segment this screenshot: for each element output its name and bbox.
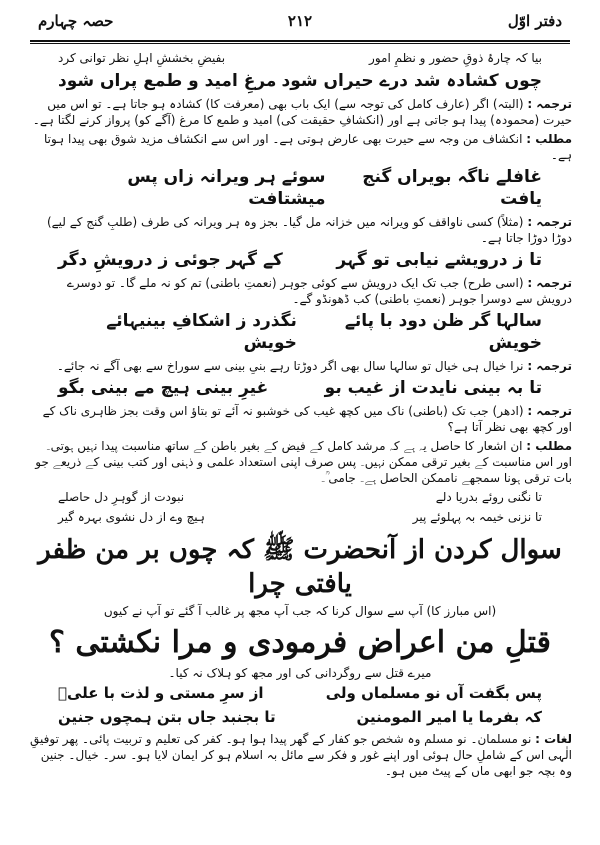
hemistich: سالہا گر ظن دود با پائے خویش xyxy=(344,311,542,353)
translation xyxy=(28,275,572,307)
hemistich: غافلے ناگہ بویراں گنج یافت xyxy=(362,167,542,209)
couplet-5 xyxy=(28,377,572,399)
para-text: نرا خیال ہی خیال تو سالہا سال بھی اگر دوڑتا رہے بنیِ بینی سے سوراخ سے بھی آگے نہ جائے۔ xyxy=(56,359,524,373)
para-text: (مثلاً) کسی ناواقف کو ویرانہ میں خزانہ مل گیا۔ بجز وہ ہر ویرانہ کی طرف (طلبِ گنج کے لیے) دوڑا دوڑا جاتا ہے۔ xyxy=(46,215,572,245)
para-label: ترجمہ : xyxy=(527,215,572,229)
header-rule-thin xyxy=(30,43,570,44)
hemistich: ہیچ وے از دل نشوی بہرہ گیر xyxy=(58,510,205,524)
hemistich: چوں کشادہ شد درے حیراں شود xyxy=(281,71,542,91)
translation xyxy=(28,358,572,374)
page-number: ۲۱۲ xyxy=(287,12,313,30)
para-text: (اسی طرح) جب تک ایک درویش سے کوئی جوہر (نعمتِ باطنی) تم کو نہ ملے گا۔ تو دوسرے درویش سے دوسرا جوہر (نعمتِ باطنی) کب ڈھونڈو گے۔ xyxy=(66,276,572,306)
section-heading: سوال کردن از آنحضرت ﷺ کہ چوں بر من ظفر یافتی چرا xyxy=(38,535,562,599)
hemistich: نبودت از گوہرِ دل حاصلے xyxy=(58,490,185,504)
section-heading-translation-continued: میرے قتل سے روگردانی کی اور مجھ کو ہلاک نہ کیا۔ xyxy=(168,666,432,680)
couplet-3 xyxy=(28,249,572,271)
hemistich: تا نگنی روئے بدریا دلے xyxy=(435,490,542,504)
translation xyxy=(28,96,572,128)
para-label: لغات : xyxy=(535,732,572,746)
para-label: مطلب : xyxy=(526,439,572,453)
hemistich: کہ بفرما یا امیر المومنین xyxy=(356,708,542,726)
explanation xyxy=(28,131,572,163)
para-label: ترجمہ : xyxy=(527,404,572,418)
page-content xyxy=(28,48,572,839)
para-label: ترجمہ : xyxy=(527,97,572,111)
para-label: ترجمہ : xyxy=(527,276,572,290)
couplet-4 xyxy=(28,310,572,354)
translation xyxy=(28,214,572,246)
para-text: نو مسلمان۔ نو مسلم وہ شخص جو کفار کے گھر پیدا ہوا ہو۔ کفر کی تعلیم و تربیت پائی۔ پھر توفیقِ الٰہی اس کے شاملِ حال ہوئی اور اپنے غور و فکر سے مائل بہ اسلام ہو کر ایمان لایا ہو۔ سر۔ خیال۔ جنین وہ بچہ جو ابھی ماں کے پیٹ میں ہو۔ xyxy=(30,732,572,778)
explanation xyxy=(28,438,572,486)
hemistich: کے گہر جوئی ز درویشِ دگر xyxy=(58,250,283,270)
glossary xyxy=(28,731,572,779)
section-heading-continued: قتلِ من اعراض فرمودی و مرا نکشتی ؟ xyxy=(49,625,551,660)
header-rule xyxy=(30,40,570,42)
page-header xyxy=(28,8,572,36)
volume-label: دفتر اوّل xyxy=(507,12,562,30)
translation xyxy=(28,403,572,435)
hemistich: سوئے ہر ویرانہ زاں پس میشتافت xyxy=(127,167,326,209)
hemistich: پس بگفت آں نو مسلماں ولی xyxy=(325,684,542,702)
hemistich: تا بجنبد جاں بتن ہمچوں جنین xyxy=(58,708,276,726)
hemistich: بیا کہ چارۂ ذوقِ حضور و نظمِ امور xyxy=(369,51,542,65)
section-label: حصہ چہارم xyxy=(38,12,114,30)
couplet-6 xyxy=(28,489,572,505)
para-text: (ادھر) جب تک (باطنی) ناک میں کچھ غیب کی خوشبو نہ آئے تو بتاؤ اس وقت بجز ظاہری ناک کے اور کچھ بھی نظر آتا ہے؟ xyxy=(42,404,572,434)
para-text: انکشاف من وجہ سے حیرت بھی عارض ہوتی ہے۔ اور اس سے انکشاف مزید شوق بھی پیدا ہوتا ہے۔ xyxy=(43,132,572,162)
hemistich: تا نزنی خیمہ بہ پہلوئے پیر xyxy=(412,510,542,524)
section-heading-translation: (اس مبارز کا) آپ سے سوال کرنا کہ جب آپ مجھ پر غالب آ گئے تو آپ نے کیوں xyxy=(103,604,497,618)
couplet-7 xyxy=(28,509,572,525)
couplet-9 xyxy=(28,707,572,727)
couplet-2 xyxy=(28,166,572,210)
hemistich: تا ز درویشے نیابی تو گہر xyxy=(336,250,542,270)
intro-couplet xyxy=(28,50,572,66)
hemistich: بفیضِ بخششِ اہلِ نظر توانی کرد xyxy=(58,51,226,65)
hemistich: غیرِ بینی ہیچ مے بینی بگو xyxy=(58,378,269,398)
hemistich: مرغِ امید و طمع پراں شود xyxy=(58,71,277,91)
hemistich: از سرِ مستی و لذت با علیؓ xyxy=(58,684,264,702)
para-label: مطلب : xyxy=(526,132,572,146)
hemistich: تا بہ بینی نایدت از غیب بو xyxy=(324,378,542,398)
couplet-1 xyxy=(28,70,572,92)
para-text: (البتہ) اگر (عارف کامل کی توجہ سے) ایک باب بھی (معرفت کا) کشادہ ہو جاتا ہے۔ تو اس میں حیرت (محمودہ) پیدا ہو جاتی ہے اور (انکشافِ حقیقت کی) امید و طمع کا مرغ (آگے کو) پرواز کرنے لگتا ہے۔ xyxy=(32,97,572,127)
para-text: ان اشعار کا حاصل یہ ہے کہ مرشد کامل کے فیض کے بغیر باطن کے ساتھ مناسبت پیدا نہیں ہوتی۔ اور اس مناسبت کے بغیر ترقی ممکن نہیں۔ پس صرف اپنی استعداد علمی و ذہنی اور کتب بینی کے ذریعے جو بات ترقی ہونا سمجھے ناممکن الحاصل ہے۔ جامی ؒ۔ xyxy=(35,439,572,485)
couplet-8 xyxy=(28,683,572,703)
para-label: ترجمہ : xyxy=(527,359,572,373)
hemistich: نگذرد ز اشکافِ بینیہائے خویش xyxy=(106,311,297,353)
